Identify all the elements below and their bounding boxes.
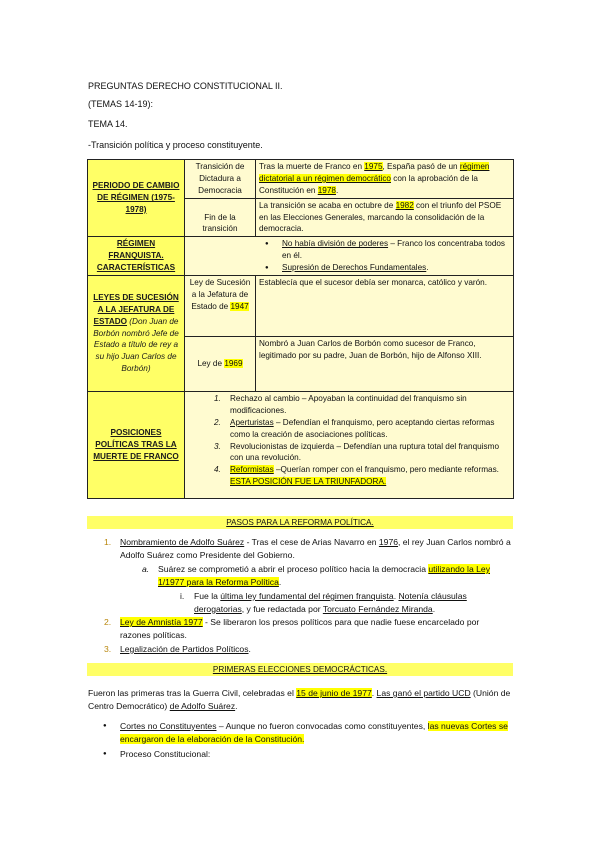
step-1a-i: i. Fue la última ley fundamental del régimen franquista. Notenía cláusulas derogatorias, y fue redactada por Torcuato Fernández Miranda. [180,591,467,614]
row-text [185,392,514,499]
doc-temas: (TEMAS 14-19): [88,99,154,109]
table-row [88,237,514,276]
row-sub: Ley de 1969 [185,337,256,392]
row-label-posiciones: POSICIONES POLÍTICAS TRAS LA MUERTE DE FRANCO [88,392,185,499]
list-item: 2. Aperturistas – Defendían el franquismo, pero aceptando ciertas reformas como la creación de asociaciones políticas. [214,417,495,439]
row-text [185,237,514,276]
summary-table [87,159,514,499]
row-sub: Transición de Dictadura a Democracia [185,160,256,199]
row-label-regimen: RÉGIMEN FRANQUISTA. CARACTERÍSTICAS [88,237,185,276]
step-1: 1. Nombramiento de Adolfo Suárez - Tras el cese de Arias Navarro en 1976, el rey Juan Carlos nombró a Adolfo Suárez como Presidente del Gobierno. [104,537,511,560]
table-row [88,276,514,337]
elecciones-paragraph: Fueron las primeras tras la Guerra Civil, celebradas el 15 de junio de 1977. Las ganó el partido UCD (Unión de Centro Democrático) de Adolfo Suárez. [88,688,511,711]
step-1a: a. Suárez se comprometió a abrir el proceso político hacia la democracia utilizando la Ley 1/1977 para la Reforma Política. [142,564,490,587]
row-sub: Fin de la transición [185,198,256,237]
list-item: ● Supresión de Derechos Fundamentales. [282,262,510,274]
row-text: La transición se acaba en octubre de 1982 con el triunfo del PSOE en las Elecciones Generales, marcando la consolidación de la democracia. [256,198,514,237]
list-item: 3. Revolucionistas de izquierda – Defendían una ruptura total del franquismo con una revolución. [214,441,499,463]
section-title-elecciones: PRIMERAS ELECCIONES DEMOCRÁCTICAS. [87,663,513,676]
step-2: 2. Ley de Amnistía 1977 - Se liberaron los presos políticos para que nadie fuese encarcelado por razones políticas. [104,617,480,640]
row-label-leyes: LEYES DE SUCESIÓN A LA JEFATURA DE ESTADO (Don Juan de Borbón nombró Jefe de Estado a título de rey a su hijo Juan Carlos de Borbón) [88,276,185,392]
list-item: 1. Rechazo al cambio – Apoyaban la continuidad del franquismo sin modificaciones. [214,394,467,415]
row-text: Nombró a Juan Carlos de Borbón como sucesor de Franco, legitimado por su padre, Juan de Borbón, hijo de Alfonso XIII. [256,337,514,392]
doc-tema: TEMA 14. [88,119,128,129]
doc-subtitle: -Transición política y proceso constituyente. [88,140,263,150]
doc-title: PREGUNTAS DERECHO CONSTITUCIONAL II. [88,81,283,91]
row-text: Establecía que el sucesor debía ser monarca, católico y varón. [256,276,514,337]
bullet-cortes: ● Cortes no Constituyentes – Aunque no fueron convocadas como constituyentes, las nuevas Cortes se encargaron de la elaboración de la Constitución. [103,721,508,744]
row-sub: Ley de Sucesión a la Jefatura de Estado de 1947 [185,276,256,337]
row-text: Tras la muerte de Franco en 1975, España pasó de un régimen dictatorial a un régimen democrático con la aprobación de la Constitución en 1978. [256,160,514,199]
section-title-reforma: PASOS PARA LA REFORMA POLÍTICA. [87,516,513,529]
list-item: 4. Reformistas –Querían romper con el franquismo, pero mediante reformas. ESTA POSICIÓN FUE LA TRIUNFADORA. [214,465,499,487]
table-row [88,392,514,499]
step-3: 3. Legalización de Partidos Políticos. [104,644,251,654]
table-row [88,160,514,199]
list-item: ● No había división de poderes – Franco los concentraba todos en él. [282,238,510,262]
row-label-periodo: PERIODO DE CAMBIO DE RÉGIMEN (1975-1978) [88,160,185,237]
bullet-proceso: ● Proceso Constitucional: [103,749,211,759]
